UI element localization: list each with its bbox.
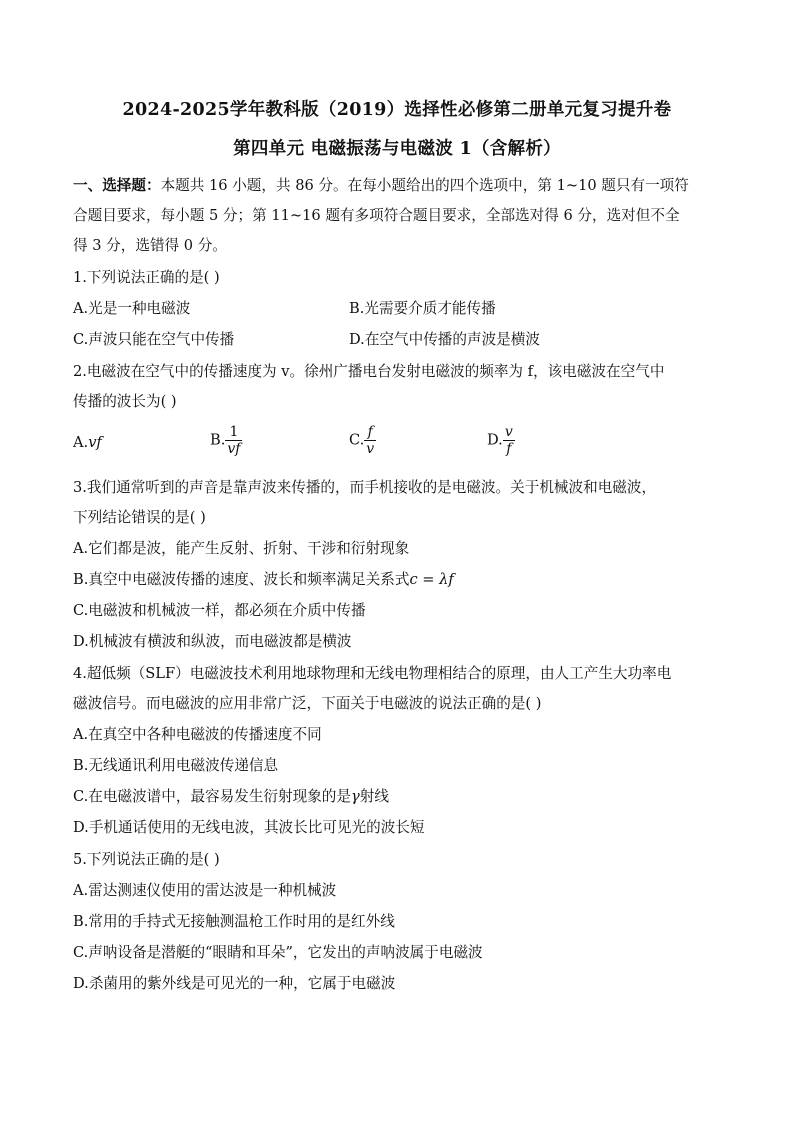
fraction-numerator: 1 xyxy=(225,424,242,441)
gamma-symbol: γ xyxy=(350,788,360,805)
fraction-denominator: vf xyxy=(227,441,241,457)
question-2-option-d xyxy=(487,424,515,457)
question-3-stem-1: 3.我们通常听到的声音是靠声波来传播的，而手机接收的是电磁波。关于机械波和电磁波， xyxy=(73,479,657,496)
option-label: C. xyxy=(349,431,365,449)
instructions-text-1: 本题共 16 小题，共 86 分。在每小题给出的四个选项中，第 1~10 题只有一项符 xyxy=(160,177,689,194)
fraction-numerator: v xyxy=(504,424,513,440)
fraction-denominator: f xyxy=(506,441,512,457)
instructions-text-3: 得 3 分，选错得 0 分。 xyxy=(73,237,227,254)
question-4-option-c xyxy=(73,787,389,807)
option-text: B.真空中电磁波传播的速度、波长和频率满足关系式 xyxy=(73,571,410,588)
option-label: B. xyxy=(210,431,226,449)
document-subtitle: 第四单元 电磁振荡与电磁波 1（含解析） xyxy=(233,139,561,159)
question-3-stem-2: 下列结论错误的是( ) xyxy=(73,509,206,526)
formula: c = λf xyxy=(409,571,454,588)
question-1-option-a: A.光是一种电磁波 xyxy=(73,300,191,317)
question-2-option-a xyxy=(73,433,102,453)
question-3-option-b xyxy=(73,570,454,590)
question-3-option-a: A.它们都是波，能产生反射、折射、干涉和衍射现象 xyxy=(73,540,410,557)
question-2-stem-1: 2.电磁波在空气中的传播速度为 v。徐州广播电台发射电磁波的频率为 f，该电磁波在空气中 xyxy=(73,363,665,380)
option-label: A. xyxy=(73,434,89,451)
question-2-stem-2: 传播的波长为( ) xyxy=(73,393,177,410)
question-4-option-b: B.无线通讯利用电磁波传递信息 xyxy=(73,757,279,774)
question-3-option-d: D.机械波有横波和纵波，而电磁波都是横波 xyxy=(73,633,352,650)
question-5-stem: 5.下列说法正确的是( ) xyxy=(73,851,220,868)
fraction xyxy=(503,424,515,457)
question-4-option-a: A.在真空中各种电磁波的传播速度不同 xyxy=(73,726,322,743)
option-text: C.在电磁波谱中，最容易发生衍射现象的是 xyxy=(73,788,351,805)
option-text-suffix: 射线 xyxy=(359,788,389,805)
question-3-option-c: C.电磁波和机械波一样，都必须在介质中传播 xyxy=(73,602,366,619)
instructions-text-2: 合题目要求，每小题 5 分；第 11~16 题有多项符合题目要求，全部选对得 6 分，选对但不全 xyxy=(73,207,680,224)
question-5-option-a: A.雷达测速仪使用的雷达波是一种机械波 xyxy=(73,882,337,899)
question-5-option-d: D.杀菌用的紫外线是可见光的一种，它属于电磁波 xyxy=(73,975,396,992)
question-4-option-d: D.手机通话使用的无线电波，其波长比可见光的波长短 xyxy=(73,819,425,836)
question-5-option-b: B.常用的手持式无接触测温枪工作时用的是红外线 xyxy=(73,913,395,930)
section-heading: 一、选择题： xyxy=(73,177,161,194)
document-title: 2024-2025学年教科版（2019）选择性必修第二册单元复习提升卷 xyxy=(122,100,672,120)
question-1-option-c: C.声波只能在空气中传播 xyxy=(73,331,235,348)
section-instructions xyxy=(73,176,689,196)
question-1-option-d: D.在空气中传播的声波是横波 xyxy=(349,331,540,348)
question-1-option-b: B.光需要介质才能传播 xyxy=(349,300,496,317)
fraction-denominator: v xyxy=(366,441,375,457)
fraction xyxy=(364,424,376,457)
question-4-stem-2: 磁波信号。而电磁波的应用非常广泛，下面关于电磁波的说法正确的是( ) xyxy=(73,695,542,712)
question-4-stem-1: 4.超低频（SLF）电磁波技术利用地球物理和无线电物理相结合的原理，由人工产生大功率电 xyxy=(73,665,672,682)
option-label: D. xyxy=(487,431,503,449)
question-5-option-c: C.声呐设备是潜艇的“眼睛和耳朵”，它发出的声呐波属于电磁波 xyxy=(73,944,483,961)
question-2-option-b xyxy=(210,424,242,457)
fraction-numerator: f xyxy=(364,424,376,441)
question-2-option-c xyxy=(349,424,376,457)
fraction xyxy=(225,424,242,457)
option-expression: vf xyxy=(88,434,102,451)
question-1-stem: 1.下列说法正确的是( ) xyxy=(73,269,220,286)
